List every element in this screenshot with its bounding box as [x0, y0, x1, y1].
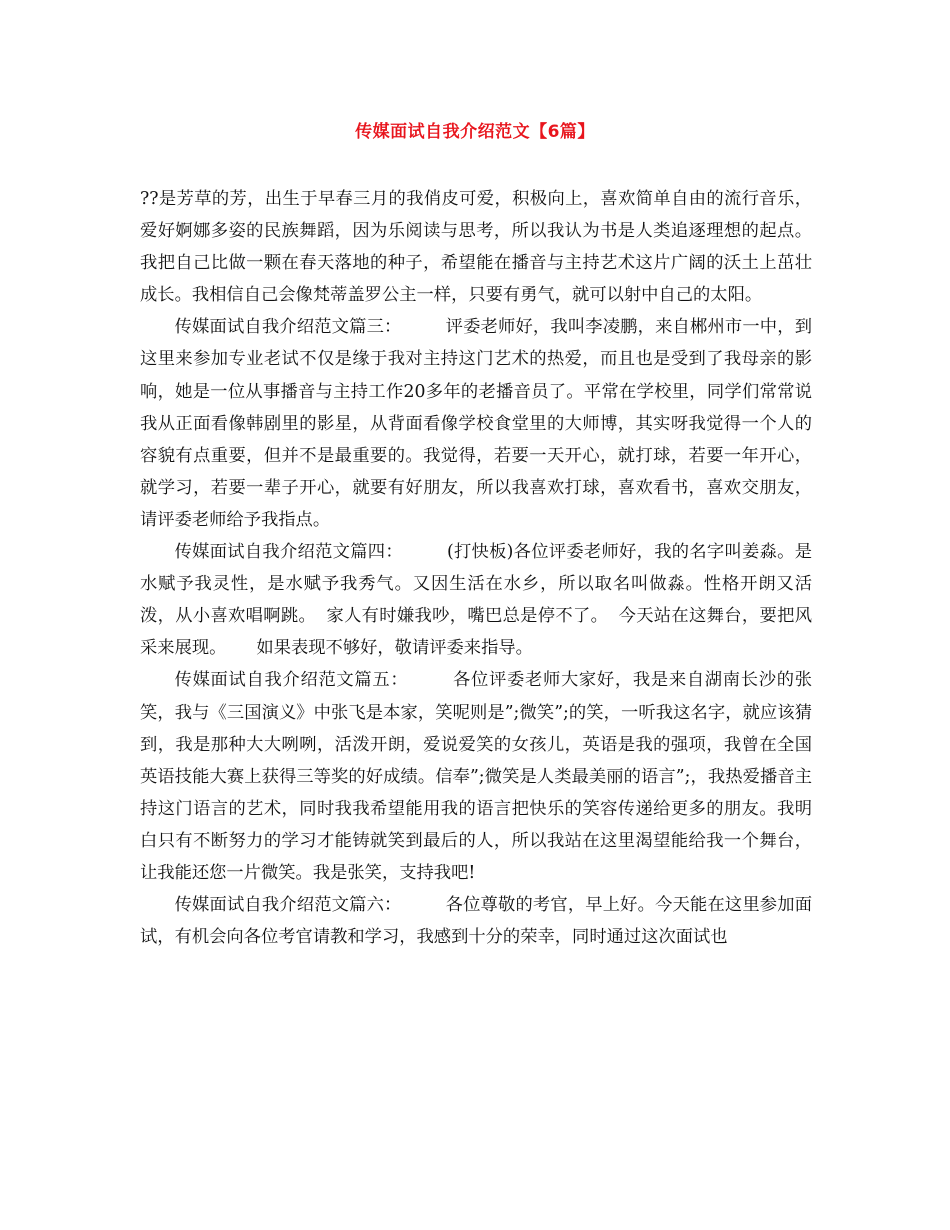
paragraph-essay-3	[140, 311, 812, 536]
paragraph-text: 各位尊敬的考官，早上好。今天能在这里参加面试，有机会向各位考官请教和学习，我感到十分的荣幸，同时通过这次面试也	[140, 895, 812, 948]
paragraph-text: (打快板)各位评委老师好，我的名字叫姜淼。是水赋予我灵性，是水赋予我秀气。又因生活在水乡，所以取名叫做淼。性格开朗又活泼，从小喜欢唱啊跳。	[140, 542, 812, 627]
essay-heading: 传媒面试自我介绍范文篇六：	[174, 895, 402, 916]
document-title: 传媒面试自我介绍范文【6篇】	[355, 122, 595, 142]
paragraph-essay-5	[140, 664, 812, 889]
paragraph-text: 如果表现不够好，敬请评委来指导。	[256, 638, 533, 659]
essay-heading: 传媒面试自我介绍范文篇五：	[174, 670, 409, 691]
paragraph-text: ??是芳草的芳，出生于早春三月的我俏皮可爱，积极向上，喜欢简单自由的流行音乐，爱好婀娜多姿的民族舞蹈，因为乐阅读与思考，所以我认为书是人类追逐理想的起点。我把自己比做一颗在春天落地的种子，希望能在播音与主持艺术这片广阔的沃土上茁壮成长。我相信自己会像梵蒂盖罗公主一样，只要有勇气，就可以射中自己的太阳。	[140, 189, 812, 306]
essay-heading: 传媒面试自我介绍范文篇三：	[174, 317, 402, 338]
paragraph-text: 各位评委老师大家好，我是来自湖南长沙的张笑，我与《三国演义》中张飞是本家，笑呢则是”;微笑”;的笑，一听我这名字，就应该猜到，我是那种大大咧咧，活泼开朗，爱说爱笑的女孩儿，英语是我的强项，我曾在全国英语技能大赛上获得三等奖的好成绩。信奉”;微笑是人类最美丽的语言”;，我热爱播音主持这门语言的艺术，同时我我希望能用我的语言把快乐的笑容传递给更多的朋友。我明白只有不断努力的学习才能铸就笑到最后的人，所以我站在这里渴望能给我一个舞台，让我能还您一片微笑。我是张笑，支持我吧!	[140, 670, 812, 883]
paragraph-intro	[140, 183, 812, 311]
document-body	[140, 183, 812, 953]
paragraph-text: 评委老师好，我叫李凌鹏，来自郴州市一中，到这里来参加专业老试不仅是缘于我对主持这门艺术的热爱，而且也是受到了我母亲的影响，她是一位从事播音与主持工作20多年的老播音员了。平常在学校里，同学们常常说我从正面看像韩剧里的影星，从背面看像学校食堂里的大师博，其实呀我觉得一个人的容貌有点重要，但并不是最重要的。我觉得，若要一天开心，就打球，若要一年开心，就学习，若要一辈子开心，就要有好朋友，所以我喜欢打球，喜欢看书，喜欢交朋友，请评委老师给予我指点。	[140, 317, 812, 530]
paragraph-text: 家人有时嫌我吵，嘴巴总是停不了。	[326, 606, 609, 627]
paragraph-essay-4	[140, 536, 812, 664]
essay-heading: 传媒面试自我介绍范文篇四：	[174, 542, 403, 563]
paragraph-essay-6	[140, 889, 812, 953]
paragraph-text: 今天站在这舞台，要把风采来展现。	[140, 606, 812, 659]
